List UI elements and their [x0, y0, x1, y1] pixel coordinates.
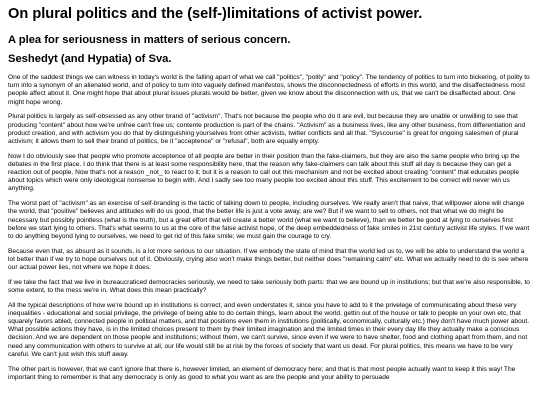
paragraph-2: Plural politics is largely as self-obsessed as any other brand of "activism". That's not because the people who do it are evil, but because they are unable or unwilling to see that producing "content" about how we're unfree can't free us; contente production is part of the chains. "Activism" as a business lives, like any other business, from differentiation and product creation, and with activism you do that by distinguishing yourselves from other activists, twitter conflicts and all that. "Syscourse" is great for ongoing salesmen of plural activism; it allows them to sell their brand of politics, be it "acceptence" or "refusal", both are equally empty. — [8, 113, 526, 145]
paragraph-1: One of the saddest things we can witness in today's world is the falling apart of what we call "politics", "polity" and "policy". The tendency of politics to turn into bickering, of polity to turn into a synonym of an alienated world, and of policy to turn into vaguely defined manifestos, shows the disconnectedness of efforts in this world, and the disaffectedness most people affect about it. One might hope that about plural issues plurals would be better, given we know about the disconnection with us, that we can't be disaffected about. One might hope wrong. — [8, 74, 530, 106]
paragraph-8: The other part is however, that we can't ignore that there is, however limited, an element of democracy here; and that is that most people actually want to keep it this way! The important thing to remember is that any democracy is only as good to what you want as are the people and your ability to persuade — [8, 365, 516, 381]
article-authors: Seshedyt (and Hypatia) of Sva. — [8, 53, 172, 65]
paragraph-6: If we take the fact that we live in bureaucraticed democracies seriously, we need to take seriously both parts: that we are bound up in institutions; but that we're also responsible, to some extent, to the mess we're in. What does this mean practically? — [8, 278, 530, 294]
paragraph-4: The worst part of "activism" as an exercise of self-branding is the tactic of talking down to people, including ourselves. We really aren't that naive, that willpower alone will change the world, that "positive" believes and attitudes will do us good, that the better life is just a vote away, are we? But if we want to sell to others, not that what we do might be necessary but possibly pointless (what is the truth), but a great effort that will create a better world (what we want to believe), than we better be good at lying to ourselves first before we start lying to others. That's what seems to us at the core of the false activist hope, of the deep embeddedness of fake smiles in 21st century activist life styles. If we want to do anything beyond lying to ourselves, we need to get rid of this fake smile; we must gain the courage to cry. — [8, 200, 530, 240]
article-subtitle: A plea for seriousness in matters of serious concern. — [8, 34, 291, 46]
paragraph-5: Because even that, as absurd as it sounds, is a lot more serious to our situation. If we embody the state of mind that the world led us to, we will be able to understand the world a lot better than if we try to hope ourselves out of it. Obviously, crying also won't make things better, but neither does "remaining calm" etc. What we actually need to do is see where our actual power lies, not where we hope it does. — [8, 247, 529, 272]
paragraph-3: Now I do obviously see that people who promote acceptence of all people are better in their position than the fake-claimers, but they are also the same people who bring up the debates in the first place. I do think that there is at least some responsibility here, that the reason why fake-claimers can talk about this stuff all day is because they can get a reaction out of people. Now that's not a reason _not_ to react to it; but it is a reason to call out this mechanism and not be excited about creating "content" that educates people about topics which were only ideological nonsense to begin with. And I sadly see too many people too excited about this stuff. This excitement to be correct will never win us anything. — [8, 152, 520, 193]
article-title: On plural politics and the (self-)limitations of activist power. — [8, 6, 423, 22]
paragraph-7: All the typical descriptions of how we're bound up in institutions is correct, and even understates it, since you have to add to it the privelege of communicating about these very inequalities - educational and social privilege, the privilege of being able to do certain things, learn about the world, gettin out of the house or talk to people on your own etc, that squarely favors abled, connected people in political matters, and that positions even them in institutions (politically, economically, culturally etc.) they don't have much power about. What possible actions they have, is in the limited choices present to them by their limited imagination and the limited times in their every day life they actually make a conscious decision. And we are dependent on those people and institutions; without them, we can't survive, since even if we were to have shelter, food and clothing apart from them, and not need any communication with others to survive at all, our life would still be at risk by the forces of society that want us dead. For plural politics, this means we have to be very careful. We can't just wish this stuff away. — [8, 301, 530, 358]
